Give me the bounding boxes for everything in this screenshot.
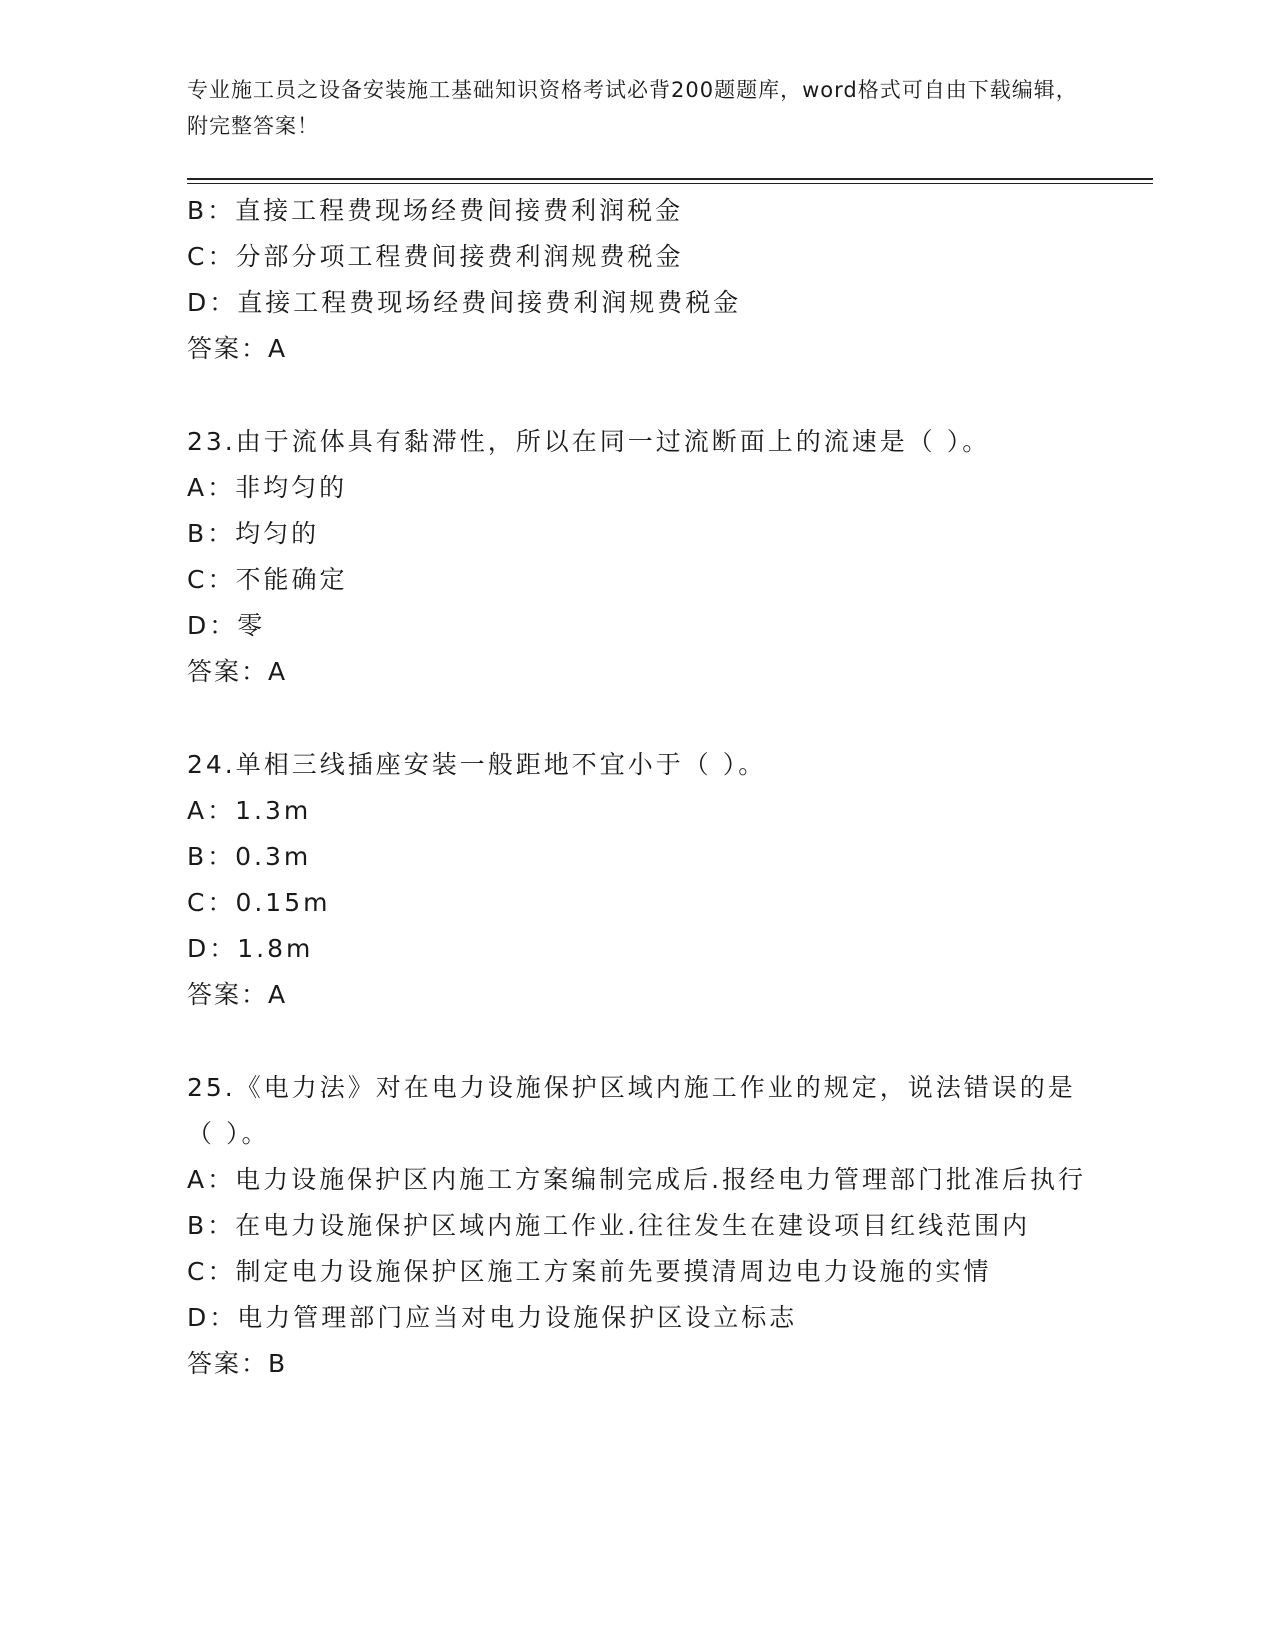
answer-line: 答案：A xyxy=(187,657,288,686)
option-a: A：电力设施保护区内施工方案编制完成后.报经电力管理部门批准后执行 xyxy=(187,1165,1087,1194)
question-24 xyxy=(187,742,1087,1018)
option-c: C：不能确定 xyxy=(187,565,348,594)
answer-line: 答案：A xyxy=(187,334,288,363)
answer-line: 答案：B xyxy=(187,1349,288,1378)
option-b: B：直接工程费现场经费间接费利润税金 xyxy=(187,196,684,225)
spacer xyxy=(187,372,1087,419)
question-stem: 24.单相三线插座安装一般距地不宜小于（ ）。 xyxy=(187,750,767,779)
question-stem: 25.《电力法》对在电力设施保护区域内施工作业的规定，说法错误的是（ ）。 xyxy=(187,1073,1076,1148)
option-b: B：0.3m xyxy=(187,842,312,871)
option-d: D：零 xyxy=(187,611,266,640)
question-partial xyxy=(187,188,1087,372)
option-c: C：制定电力设施保护区施工方案前先要摸清周边电力设施的实情 xyxy=(187,1257,992,1286)
option-c: C：分部分项工程费间接费利润规费税金 xyxy=(187,242,684,271)
option-a: A：非均匀的 xyxy=(187,473,348,502)
header-rule-thin xyxy=(187,183,1153,184)
header-rule-thick xyxy=(187,178,1153,180)
option-b: B：均匀的 xyxy=(187,519,320,548)
document-body xyxy=(187,188,1087,1387)
spacer xyxy=(187,1018,1087,1065)
answer-line: 答案：A xyxy=(187,980,288,1009)
question-23 xyxy=(187,419,1087,695)
option-d: D：1.8m xyxy=(187,934,314,963)
question-25 xyxy=(187,1065,1087,1387)
document-header: 专业施工员之设备安装施工基础知识资格考试必背200题题库，word格式可自由下载编辑，附完整答案！ xyxy=(187,78,1078,138)
option-d: D：直接工程费现场经费间接费利润规费税金 xyxy=(187,288,742,317)
option-a: A：1.3m xyxy=(187,796,312,825)
option-b: B：在电力设施保护区域内施工作业.往往发生在建设项目红线范围内 xyxy=(187,1211,1031,1240)
question-stem: 23.由于流体具有黏滞性，所以在同一过流断面上的流速是（ ）。 xyxy=(187,427,991,456)
option-d: D：电力管理部门应当对电力设施保护区设立标志 xyxy=(187,1303,798,1332)
spacer xyxy=(187,695,1087,742)
option-c: C：0.15m xyxy=(187,888,331,917)
